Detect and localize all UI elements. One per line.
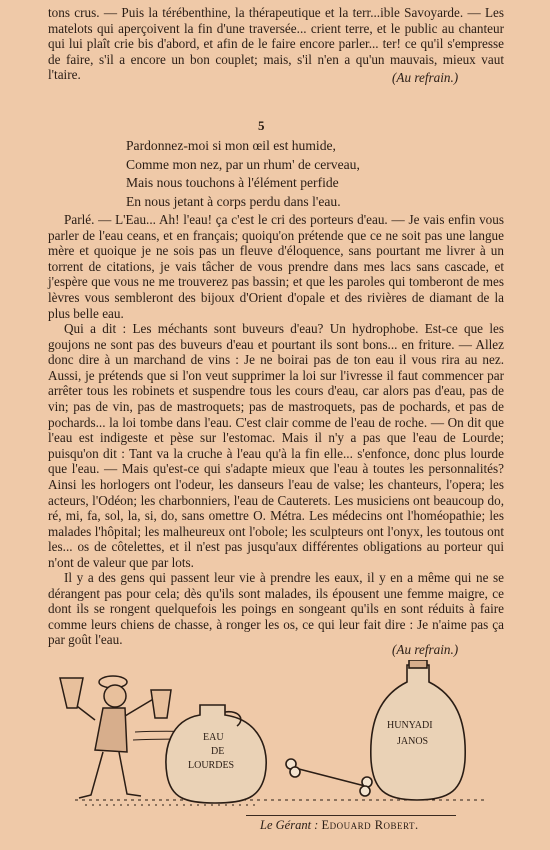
- footer-label: Le Gérant :: [260, 818, 319, 832]
- top-paragraph: tons crus. — Puis la térébenthine, la thérapeutique et la terr...ible Savoyarde. — Les matelots qui aperçoivent la fin d'une traversée... crient terre, et le public au chanteur qui lui plaît crie bis d'abord, et afin de le faire encore parler... ter! ce qu'il s'empresse de faire, s'il a encore un bon couplet; mais, s'il n'en a qu'un mauvais, mieux vaut l'taire.: [48, 5, 504, 83]
- water-carrier-figure: [60, 676, 171, 798]
- jug-label-line-3: LOURDES: [188, 760, 235, 771]
- verse-line: Comme mon nez, par un rhum' de cerveau,: [126, 156, 360, 172]
- parle-paragraph-1: Parlé. — L'Eau... Ah! l'eau! ça c'est le cri des porteurs d'eau. — Je vais enfin vous parler de l'eau ceans, et en français; quoiqu'on prétende que ce ne soit pas une langue mère et quoique je ne sois pas un fleuve d'éloquence, sans pourtant me livrer à un torrent de citations, je vais tâcher de vous prendre dans mes lacs sans cascade, et j'espère que vous ne me trouverez pas bassin; et que les paroles qui tomberont de mes lèvres vous sembleront des bijoux d'Orient d'opale et des rivières de diamant de la plus belle eau.: [48, 212, 504, 321]
- verse-line: Mais nous touchons à l'élément perfide: [126, 175, 339, 191]
- bottle-label-line-2: JANOS: [397, 736, 429, 747]
- refrain-marker-bottom: (Au refrain.): [392, 642, 459, 657]
- parle-paragraph-3: Il y a des gens qui passent leur vie à prendre les eaux, il y en a même qui ne se dérangent pas pour cela; dès qu'ils sont malades, ils épousent une femme maigre, ce dont ils se rongent quelquefois les poings en songeant qu'ils en sont réduits à faire comme leurs chiens de chasse, à ronger les os, ce qui leur fait dire : Je n'aime pas ça par goût l'eau.: [48, 570, 504, 648]
- bottle-label-line-1: HUNYADI: [387, 720, 433, 731]
- verse-line: Pardonnez-moi si mon œil est humide,: [126, 138, 336, 153]
- footer-rule: [246, 815, 456, 816]
- bone: [286, 759, 372, 796]
- refrain-marker-top: (Au refrain.): [392, 70, 459, 85]
- footer-name: Edouard Robert.: [321, 818, 419, 832]
- verse-line: En nous jetant à corps perdu dans l'eau.: [126, 193, 341, 209]
- jug-label-line-2: DE: [211, 746, 225, 757]
- jug-label-line-1: EAU: [203, 732, 224, 743]
- verse-number: 5: [258, 118, 265, 133]
- parle-paragraph-2: Qui a dit : Les méchants sont buveurs d'eau? Un hydrophobe. Est-ce que les goujons ne sont pas des buveurs d'eau et pourtant ils sont bons... en friture. — Allez donc dire à un marchand de vins : Je ne boirai pas de ton eau il vous rira au nez. Aussi, je prétends que si l'on veut supprimer la loi sur l'ivresse il faut commencer par arrêter tous les robinets et suspendre tous les cours d'eau, car alors pas d'eau, pas de vin; pas de vin, pas de mastroquets; pas de mastroquets, pas de pochards, et pas de pochards... la loi tombe dans l'eau. C'est clair comme de l'eau de roche. — On dit que l'eau est indigeste et pèse sur l'estomac. Mais il n'y a pas que l'eau de Lourde; puisqu'on dit : Tant va la cruche à l'eau qu'à la fin elle... s'enfonce, donc plus lourde que l'eau. — Mais qu'est-ce qui s'adapte mieux que l'eau à toutes les personnalités? Ainsi les horlogers ont l'odeur, les danseurs l'eau de valse; les chanteurs, l'opera; les acteurs, l'Odéon; les charbonniers, l'eau de Cauterets. Les musiciens ont beaucoup do, ré, mi, fa, sol, la, si, do, sans omettre O. Métra. Les médecins ont l'homéopathie; les malades l'hôpital; les malheureux ont l'obole; les sculpteurs ont l'onyx, les toutous ont les... os de côtelettes, et il n'est pas jusqu'aux différentes obligations au porteur qui n'ont de valeur que par lots.: [48, 321, 504, 570]
- verse-stanza: [126, 137, 360, 211]
- footer-credit: [260, 818, 419, 833]
- water-carrier-illustration: [55, 660, 495, 810]
